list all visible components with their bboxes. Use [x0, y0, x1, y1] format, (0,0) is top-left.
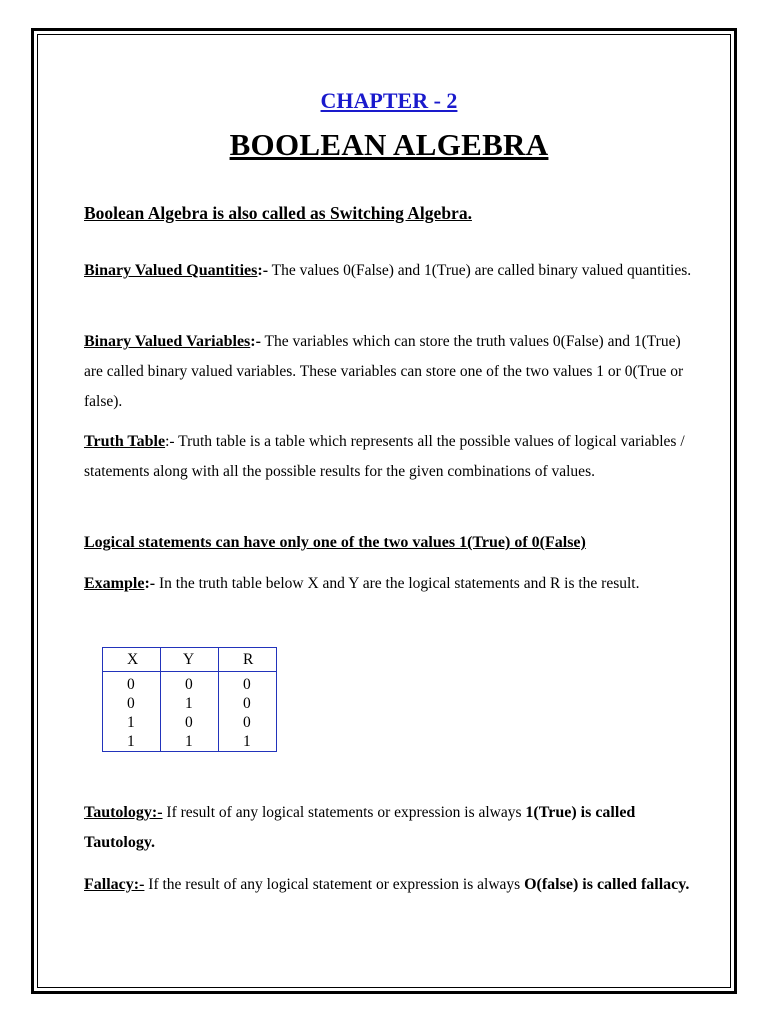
truth-table-column-x [103, 672, 161, 752]
fallacy-text: If the result of any logical statement or expression is always [144, 876, 525, 893]
example-paragraph [84, 569, 696, 599]
table-cell: 1 [127, 733, 135, 750]
table-cell: 0 [243, 714, 251, 731]
table-cell: 0 [127, 695, 135, 712]
binary-quantities-text: The values 0(False) and 1(True) are called binary valued quantities. [268, 262, 692, 279]
fallacy-paragraph [84, 870, 696, 900]
tautology-paragraph [84, 798, 696, 858]
binary-variables-term: Binary Valued Variables [84, 333, 251, 350]
tautology-bold-text: 1(True) is called Tautology. [84, 804, 636, 851]
truth-table-header-x: X [103, 648, 161, 672]
example-term: Example [84, 575, 145, 592]
truth-table-column-r [219, 672, 277, 752]
binary-quantities-paragraph [84, 256, 696, 286]
page-title: BOOLEAN ALGEBRA [229, 127, 549, 162]
binary-variables-text: The variables which can store the truth values 0(False) and 1(True) are called binary valued variables. These variables can store one of the two values 1 or 0(True or false). [84, 333, 684, 410]
subtitle: Boolean Algebra is also called as Switching Algebra. [84, 203, 472, 223]
table-cell: 1 [185, 695, 193, 712]
table-cell: 1 [243, 733, 251, 750]
table-cell: 1 [127, 714, 135, 731]
truth-table-column-y [161, 672, 219, 752]
fallacy-bold-text: O(false) is called fallacy. [524, 876, 690, 893]
table-cell: 0 [185, 676, 193, 693]
truth-table-paragraph [84, 427, 696, 487]
example-suffix: :- [144, 575, 156, 592]
fallacy-term: Fallacy:- [84, 876, 145, 893]
table-cell: 0 [243, 676, 251, 693]
logical-statements-note: Logical statements can have only one of the two values 1(True) of 0(False) [84, 534, 586, 551]
truth-table-header-r: R [219, 648, 277, 672]
tautology-text: If result of any logical statements or expression is always [162, 804, 526, 821]
table-cell: 0 [185, 714, 193, 731]
truth-table-text: Truth table is a table which represents all the possible values of logical variables / statements along with all the possible results for the given combinations of values. [84, 433, 685, 480]
binary-quantities-suffix: :- [257, 262, 269, 279]
binary-quantities-term: Binary Valued Quantities [84, 262, 258, 279]
tautology-term: Tautology:- [84, 804, 163, 821]
truth-table-header-y: Y [161, 648, 219, 672]
binary-variables-paragraph [84, 327, 696, 417]
table-cell: 1 [185, 733, 193, 750]
truth-table-header-row [103, 648, 277, 672]
table-cell: 0 [243, 695, 251, 712]
table-cell: 0 [127, 676, 135, 693]
truth-table-body-row [103, 672, 277, 752]
truth-table [102, 647, 277, 752]
truth-table-term: Truth Table [84, 433, 166, 450]
example-text: In the truth table below X and Y are the logical statements and R is the result. [155, 575, 640, 592]
binary-variables-suffix: :- [250, 333, 261, 350]
truth-table-suffix: :- [165, 433, 175, 450]
chapter-heading: CHAPTER - 2 [320, 88, 458, 113]
